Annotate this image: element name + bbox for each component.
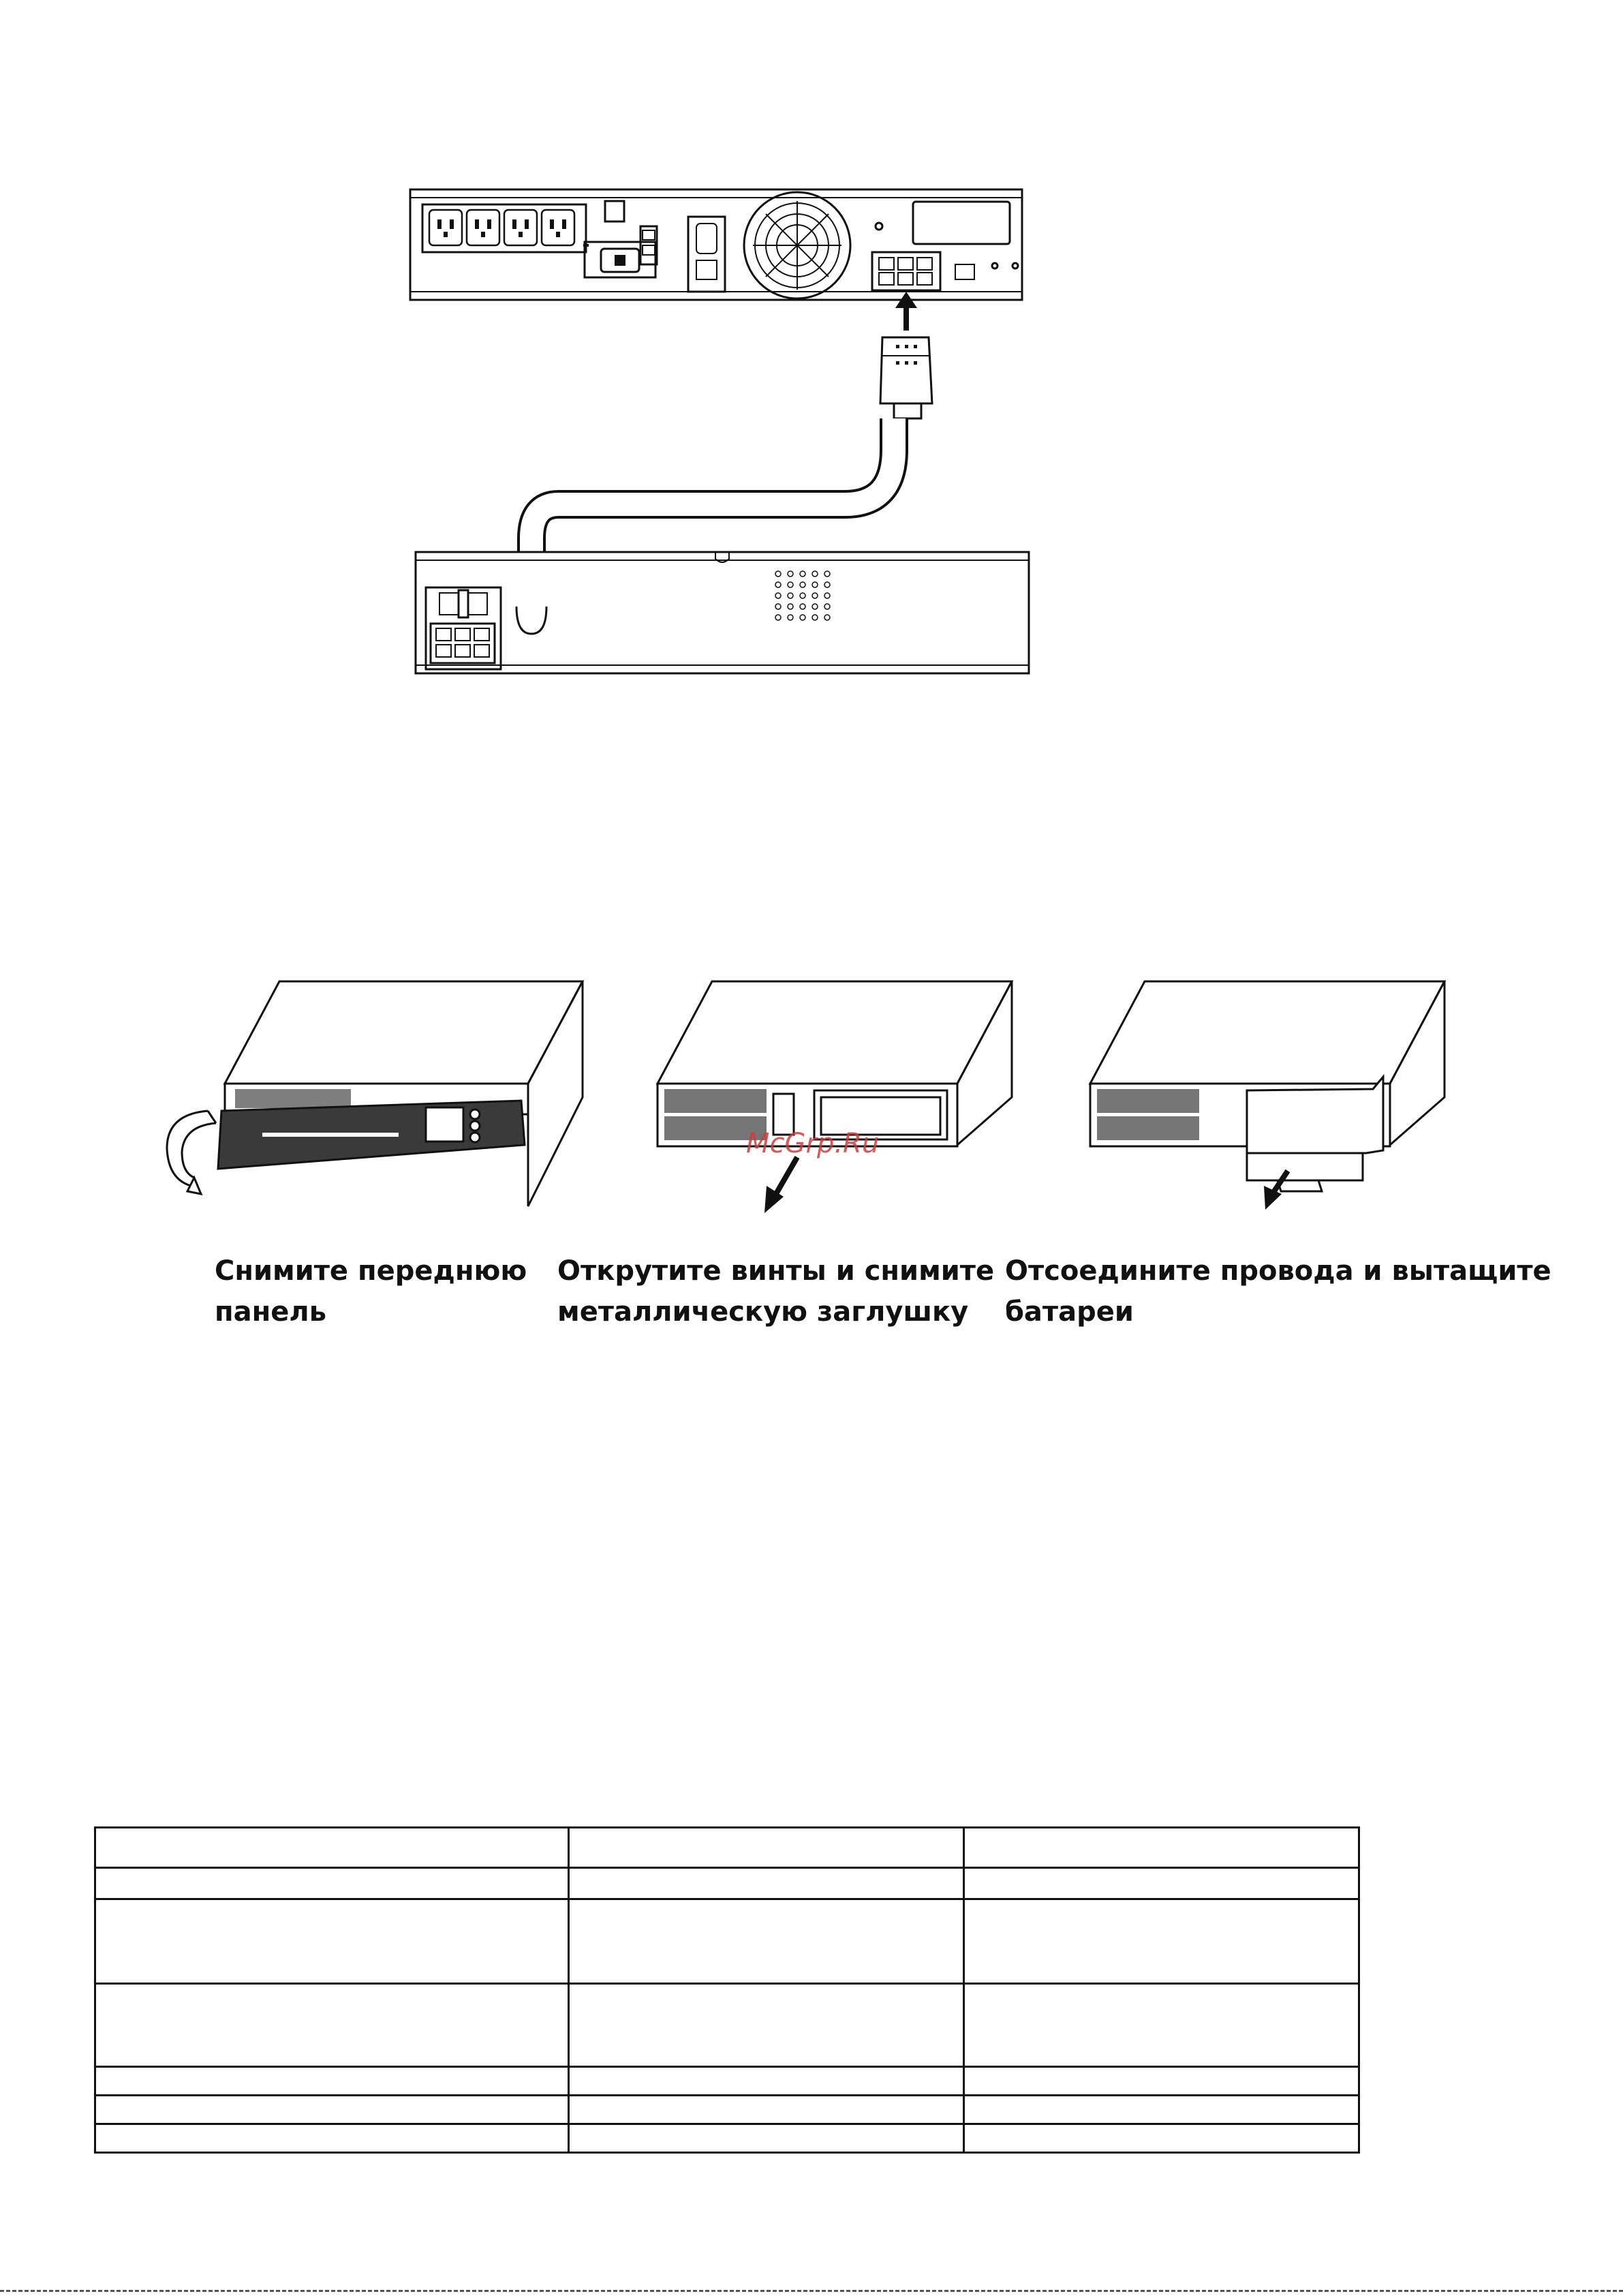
table-row (95, 1984, 1359, 2067)
table-cell (569, 2124, 964, 2153)
table-row (95, 2067, 1359, 2096)
table-row (95, 2096, 1359, 2124)
up-arrow-icon (895, 292, 917, 331)
table-cell (569, 1868, 964, 1899)
table-cell (95, 1984, 569, 2067)
table-cell (569, 2096, 964, 2124)
step-2-caption (557, 1251, 994, 1332)
table-row (95, 2124, 1359, 2153)
table-cell (964, 1899, 1359, 1984)
table-cell (569, 2067, 964, 2096)
watermark: McGrp.Ru (746, 1128, 880, 1159)
table-cell (964, 1828, 1359, 1868)
table-cell (569, 1899, 964, 1984)
rotate-arrow-icon (167, 1111, 216, 1194)
table-row (95, 1828, 1359, 1868)
table-cell (95, 2124, 569, 2153)
table-cell (569, 1828, 964, 1868)
table-cell (95, 1899, 569, 1984)
step-2-caption-line-1: Открутите винты и снимите (557, 1255, 995, 1287)
step-1-caption-line-1: Снимите переднюю (215, 1255, 527, 1287)
table-cell (964, 1868, 1359, 1899)
table-cell (95, 1828, 569, 1868)
step-2-caption-line-2: металлическую заглушку (557, 1296, 969, 1328)
table-row (95, 1899, 1359, 1984)
table-cell (964, 2124, 1359, 2153)
table-cell (964, 1984, 1359, 2067)
table-row (95, 1868, 1359, 1899)
table-cell (569, 1984, 964, 2067)
ups-rear-panel (410, 189, 1022, 300)
table-cell (95, 2067, 569, 2096)
step-1-caption (215, 1251, 527, 1332)
step-1-caption-line-2: панель (215, 1296, 326, 1328)
table-cell (964, 2067, 1359, 2096)
empty-table (94, 1826, 1360, 2154)
battery-pack-rear (416, 552, 1029, 673)
down-arrow-icon (764, 1157, 797, 1213)
step-3-illustration (1087, 975, 1448, 1234)
step-1-illustration (153, 975, 589, 1206)
step-3-caption (1005, 1251, 1551, 1332)
step-2-illustration (654, 975, 1015, 1220)
step-3-caption-line-1: Отсоедините провода и вытащите (1005, 1255, 1551, 1287)
table-cell (964, 2096, 1359, 2124)
page-bottom-rule (0, 2290, 1623, 2292)
table-cell (95, 2096, 569, 2124)
table-cell (95, 1868, 569, 1899)
step-3-caption-line-2: батареи (1005, 1296, 1134, 1328)
ups-connection-diagram (402, 184, 1036, 682)
